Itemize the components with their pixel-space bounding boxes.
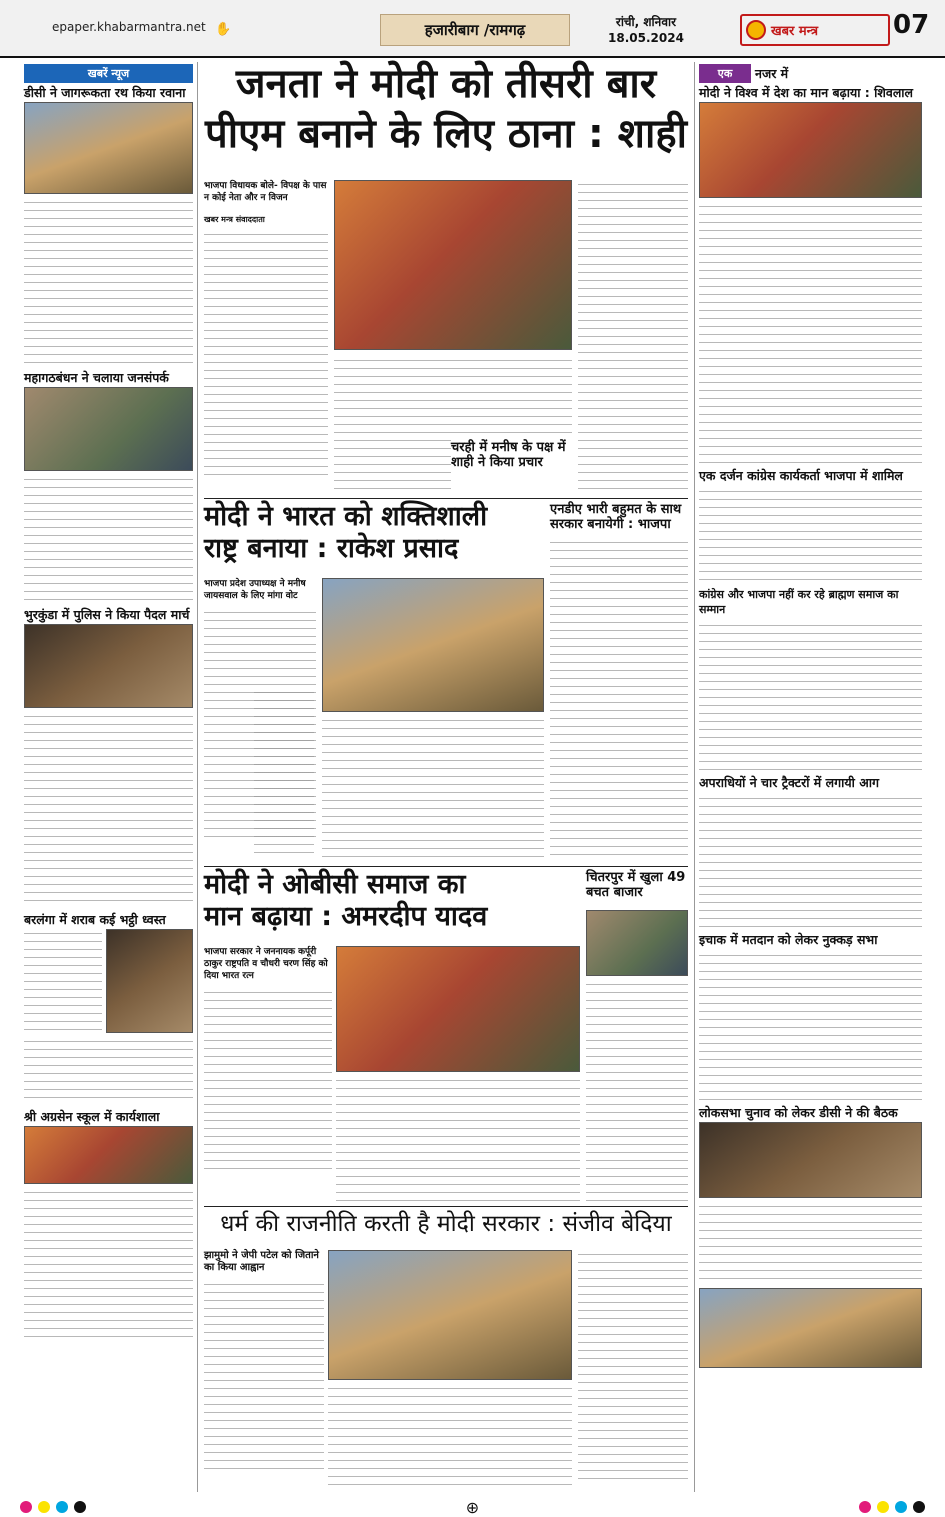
article-body <box>699 621 922 771</box>
divider <box>204 866 688 867</box>
article-body <box>254 688 314 858</box>
article-body <box>699 794 922 928</box>
side-story <box>550 502 688 862</box>
left-headline-3: भुरकुंडा में पुलिस ने किया पैदल मार्च <box>24 607 190 622</box>
news-photo <box>699 1288 922 1368</box>
color-dots-right <box>859 1501 925 1513</box>
article-body <box>204 230 328 480</box>
news-photo <box>24 387 193 471</box>
article-body <box>322 716 544 862</box>
tag-ek: एक <box>699 64 751 83</box>
lead-headline-line-2: पीएम बनाने के लिए ठाना : शाही <box>205 111 687 157</box>
article-body <box>699 202 922 464</box>
story2-line-1: मोदी ने भारत को शक्तिशाली <box>204 501 488 532</box>
site-url[interactable]: epaper.khabarmantra.net <box>52 20 206 34</box>
lead-headline-line-1: जनता ने मोदी को तीसरी बार <box>235 61 657 107</box>
news-photo <box>699 102 922 198</box>
issue-date: 18.05.2024 <box>608 31 684 45</box>
story4-photo <box>328 1250 572 1380</box>
lead-subhead: चरही में मनीष के पक्ष में शाही ने किया प्रचार <box>451 440 566 470</box>
story2-headline <box>204 502 544 574</box>
city-day: रांची, शनिवार <box>615 15 677 29</box>
article-body <box>699 1202 922 1284</box>
registration-mark-icon: ⊕ <box>465 1497 480 1517</box>
right-headline-1: मोदी ने विश्व में देश का मान बढ़ाया : शिवलाल <box>699 85 914 100</box>
story-row <box>24 929 193 1033</box>
story4-kicker: झामुमो ने जेपी पटेल को जिताने का किया आह्वान <box>204 1250 319 1273</box>
story4-col-1 <box>204 1250 324 1486</box>
article-body <box>578 180 688 494</box>
section-title: हजारीबाग /रामगढ़ <box>380 14 570 46</box>
article-body <box>204 988 332 1176</box>
left-column <box>20 62 198 1492</box>
mouse-cursor-icon: ✋ <box>215 22 232 37</box>
date-block <box>608 14 684 46</box>
article-body <box>699 951 922 1101</box>
story3-line-1: मोदी ने ओबीसी समाज का <box>204 869 466 900</box>
left-headline-4: बरलंगा में शराब कई भट्ठी ध्वस्त <box>24 912 166 927</box>
tag-nazar: नजर में <box>755 66 789 81</box>
right-headline-2: एक दर्जन कांग्रेस कार्यकर्ता भाजपा में शामिल <box>699 468 903 483</box>
story3-line-2: मान बढ़ाया : अमरदीप यादव <box>204 900 488 932</box>
left-headline-1: डीसी ने जागरूकता रथ किया रवाना <box>24 85 186 100</box>
story3-kicker: भाजपा सरकार ने जननायक कर्पूरी ठाकुर राष्ट्रपति व चौधरी चरण सिंह को दिया भारत रत्न <box>204 947 328 981</box>
article-body <box>204 1280 324 1470</box>
side-headline-2: चितरपुर में खुला 49 बचत बाजार <box>586 870 686 900</box>
article-body <box>24 198 193 366</box>
article-body <box>24 712 193 908</box>
lead-headline <box>204 62 688 172</box>
print-registration-bar <box>0 1497 945 1517</box>
left-headline-2: महागठबंधन ने चलाया जनसंपर्क <box>24 370 169 385</box>
lead-subhead-box <box>451 440 573 490</box>
story2-photo <box>322 578 544 712</box>
article-body <box>24 1188 193 1338</box>
right-headline-5: इचाक में मतदान को लेकर नुक्कड़ सभा <box>699 932 878 947</box>
divider <box>204 498 688 499</box>
divider <box>204 1206 688 1207</box>
article-body <box>586 980 688 1202</box>
news-photo <box>699 1122 922 1198</box>
story3-headline <box>204 870 574 942</box>
article-body <box>24 1037 193 1105</box>
article-body <box>24 929 102 1033</box>
story2-line-2: राष्ट्र बनाया : राकेश प्रसाद <box>204 532 459 564</box>
right-headline-3: कांग्रेस और भाजपा नहीं कर रहे ब्राह्मण समाज का सम्मान <box>699 588 899 616</box>
side-story-2 <box>586 870 688 908</box>
brand-logo <box>740 14 890 46</box>
right-tag <box>699 64 922 83</box>
article-body <box>328 1384 572 1486</box>
article-body <box>24 475 193 603</box>
news-photo <box>24 624 193 708</box>
page-number: 07 <box>893 10 930 40</box>
story2-kicker: भाजपा प्रदेश उपाध्यक्ष ने मनीष जायसवाल के लिए मांगा वोट <box>204 579 306 601</box>
news-photo <box>24 102 193 194</box>
news-photo <box>106 929 193 1033</box>
left-tag: खबरें न्यूज <box>24 64 193 83</box>
sun-logo-icon <box>746 20 766 40</box>
story3-photo <box>336 946 580 1072</box>
brand-name: खबर मन्त्र <box>771 24 819 39</box>
news-photo <box>586 910 688 976</box>
right-headline-4: अपराधियों ने चार ट्रैक्टरों में लगायी आग <box>699 775 880 790</box>
lead-kicker: भाजपा विधायक बोले- विपक्ष के पास न कोई नेता और न विजन <box>204 181 327 203</box>
story3-col-1 <box>204 946 332 1202</box>
left-headline-5: श्री अग्रसेन स्कूल में कार्यशाला <box>24 1109 160 1124</box>
right-column <box>694 62 926 1492</box>
article-body <box>550 538 688 856</box>
color-dots-left <box>20 1501 86 1513</box>
lead-photo <box>334 180 572 350</box>
news-photo <box>24 1126 193 1184</box>
side-headline: एनडीए भारी बहुमत के साथ सरकार बनायेगी : भाजपा <box>550 502 682 532</box>
lead-story-col-1 <box>204 180 328 494</box>
article-body <box>578 1250 688 1486</box>
right-headline-6: लोकसभा चुनाव को लेकर डीसी ने की बैठक <box>699 1105 898 1120</box>
article-body <box>699 487 922 583</box>
article-body <box>336 1076 580 1202</box>
lead-byline: खबर मन्त्र संवाददाता <box>204 215 265 224</box>
story4-headline: धर्म की राजनीति करती है मोदी सरकार : संजीव बेदिया <box>220 1211 672 1237</box>
